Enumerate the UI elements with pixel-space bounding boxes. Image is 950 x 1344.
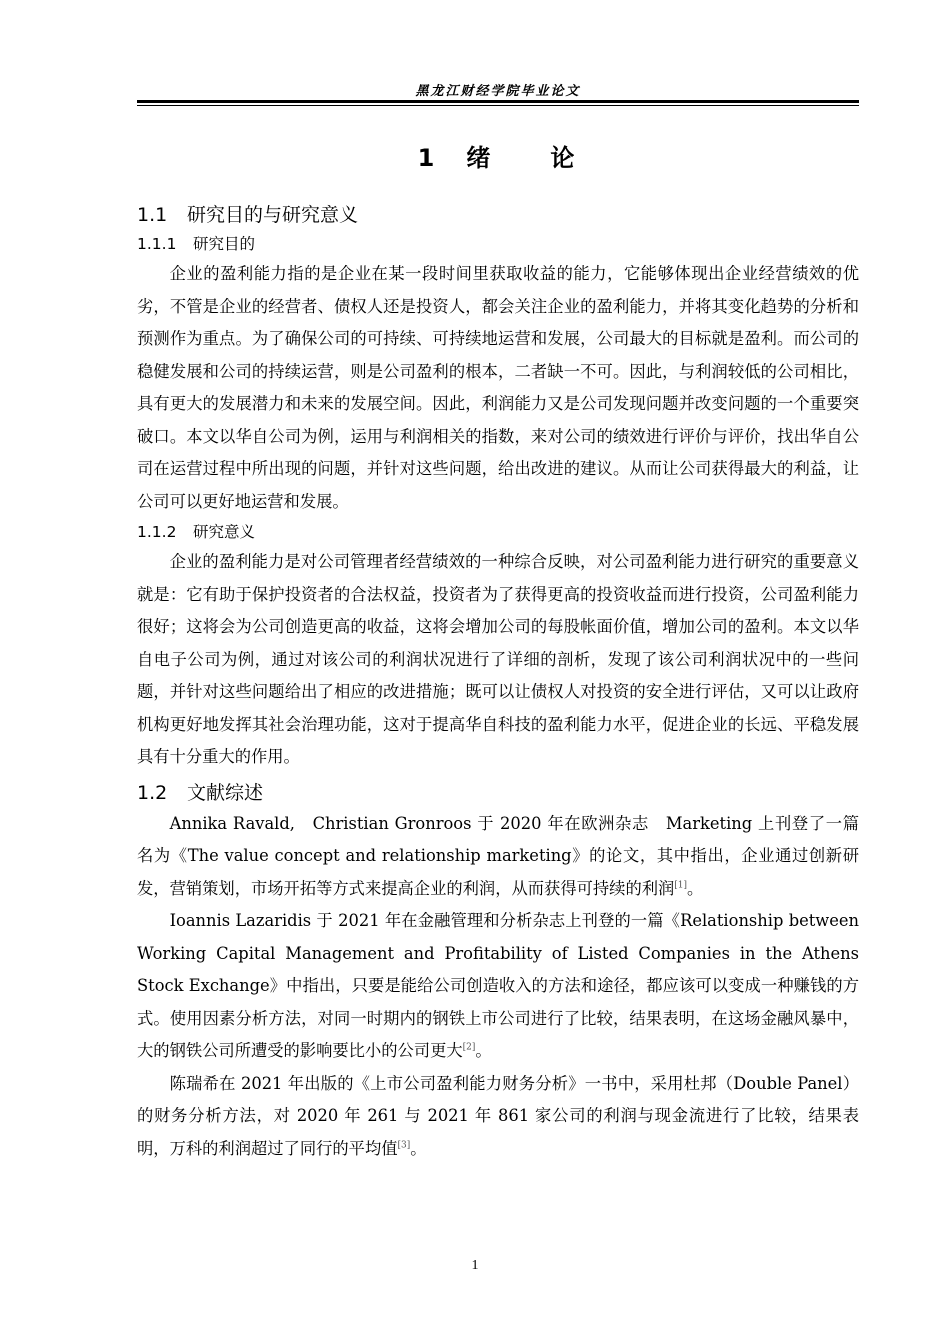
citation-ref[interactable]: [1] — [674, 880, 688, 891]
paragraph-literature-2 — [137, 905, 859, 1068]
section-number: 1.1 — [137, 204, 168, 226]
subsection-title: 研究目的 — [193, 235, 256, 253]
chapter-number: 1 — [417, 144, 439, 172]
chapter-title — [137, 140, 859, 180]
citation-ref[interactable]: [3] — [397, 1140, 411, 1151]
running-header: 黑龙江财经学院毕业论文 — [415, 84, 581, 99]
paragraph-end: 。 — [475, 1041, 492, 1060]
page-number: 1 — [471, 1258, 479, 1273]
subsection-number: 1.1.2 — [137, 523, 177, 541]
section-heading — [137, 200, 859, 230]
header-rule-thick — [137, 100, 859, 103]
section-heading — [137, 778, 859, 808]
paragraph-end: 。 — [687, 878, 704, 898]
section-title: 研究目的与研究意义 — [187, 204, 359, 226]
citation-ref[interactable]: [2] — [462, 1042, 476, 1053]
paragraph-text: Annika Ravald, Christian Gronroos 于 2020 年在欧洲杂志 Marketing 上刊登了一篇名为《The value concept and relationship marketing》的论文，其中指出，企业通过创新研发，营销策划，市场开拓等方式来提高企业的利润，从而获得可持续的利润 — [137, 813, 859, 898]
paragraph-text: Ioannis Lazaridis 于 2021 年在金融管理和分析杂志上刊登的一篇《Relationship between Working Capital Management and Profitability of Listed Companies in the Athens Stock Exchange》中指出，只要是能给公司创造收入的方法和途径，都应该可以变成一种赚钱的方式。使用因素分析方法，对同一时期内的钢铁上市公司进行了比较，结果表明，在这场金融风暴中，大的钢铁公司所遭受的影响要比小的公司更大 — [137, 911, 859, 1060]
paragraph-literature-1 — [137, 808, 859, 906]
paragraph-end: 。 — [410, 1138, 427, 1158]
subsection-number: 1.1.1 — [137, 235, 177, 253]
section-title: 文献综述 — [187, 781, 264, 804]
paragraph-research-purpose: 企业的盈利能力指的是企业在某一段时间里获取收益的能力，它能够体现出企业经营绩效的优劣，不管是企业的经营者、债权人还是投资人，都会关注企业的盈利能力，并将其变化趋势的分析和预测作为重点。为了确保公司的可持续、可持续地运营和发展，公司最大的目标就是盈利。而公司的稳健发展和公司的持续运营，则是公司盈利的根本，二者缺一不可。因此，与利润较低的公司相比，具有更大的发展潜力和未来的发展空间。因此，利润能力又是公司发现问题并改变问题的一个重要突破口。本文以华自公司为例，运用与利润相关的指数，来对公司的绩效进行评价与评价，找出华自公司在运营过程中所出现的问题，并针对这些问题，给出改进的建议。从而让公司获得最大的利益，让公司可以更好地运营和发展。 — [137, 264, 859, 511]
header-rule-thin — [137, 105, 859, 106]
paragraph-literature-3 — [137, 1068, 859, 1166]
section-number: 1.2 — [137, 781, 168, 804]
subsection-heading — [137, 518, 859, 546]
subsection-title: 研究意义 — [193, 523, 256, 541]
paragraph-text: 陈瑞希在 2021 年出版的《上市公司盈利能力财务分析》一书中，采用杜邦（Double Panel）的财务分析方法，对 2020 年 261 与 2021 年 861 家公司的利润与现金流进行了比较，结果表明，万科的利润超过了同行的平均值 — [137, 1073, 859, 1158]
subsection-heading — [137, 230, 859, 258]
chapter-name: 绪 论 — [466, 144, 579, 172]
paragraph-research-significance: 企业的盈利能力是对公司管理者经营绩效的一种综合反映，对公司盈利能力进行研究的重要意义就是：它有助于保护投资者的合法权益，投资者为了获得更高的投资收益而进行投资，公司盈利能力很好；这将会为公司创造更高的收益，这将会增加公司的每股帐面价值，增加公司的盈利。本文以华自电子公司为例，通过对该公司的利润状况进行了详细的剖析，发现了该公司利润状况中的一些问题，并针对这些问题给出了相应的改进措施；既可以让债权人对投资的安全进行评估，又可以让政府机构更好地发挥其社会治理功能，这对于提高华自科技的盈利能力水平，促进企业的长远、平稳发展具有十分重大的作用。 — [137, 552, 859, 766]
page-body — [137, 140, 859, 1165]
